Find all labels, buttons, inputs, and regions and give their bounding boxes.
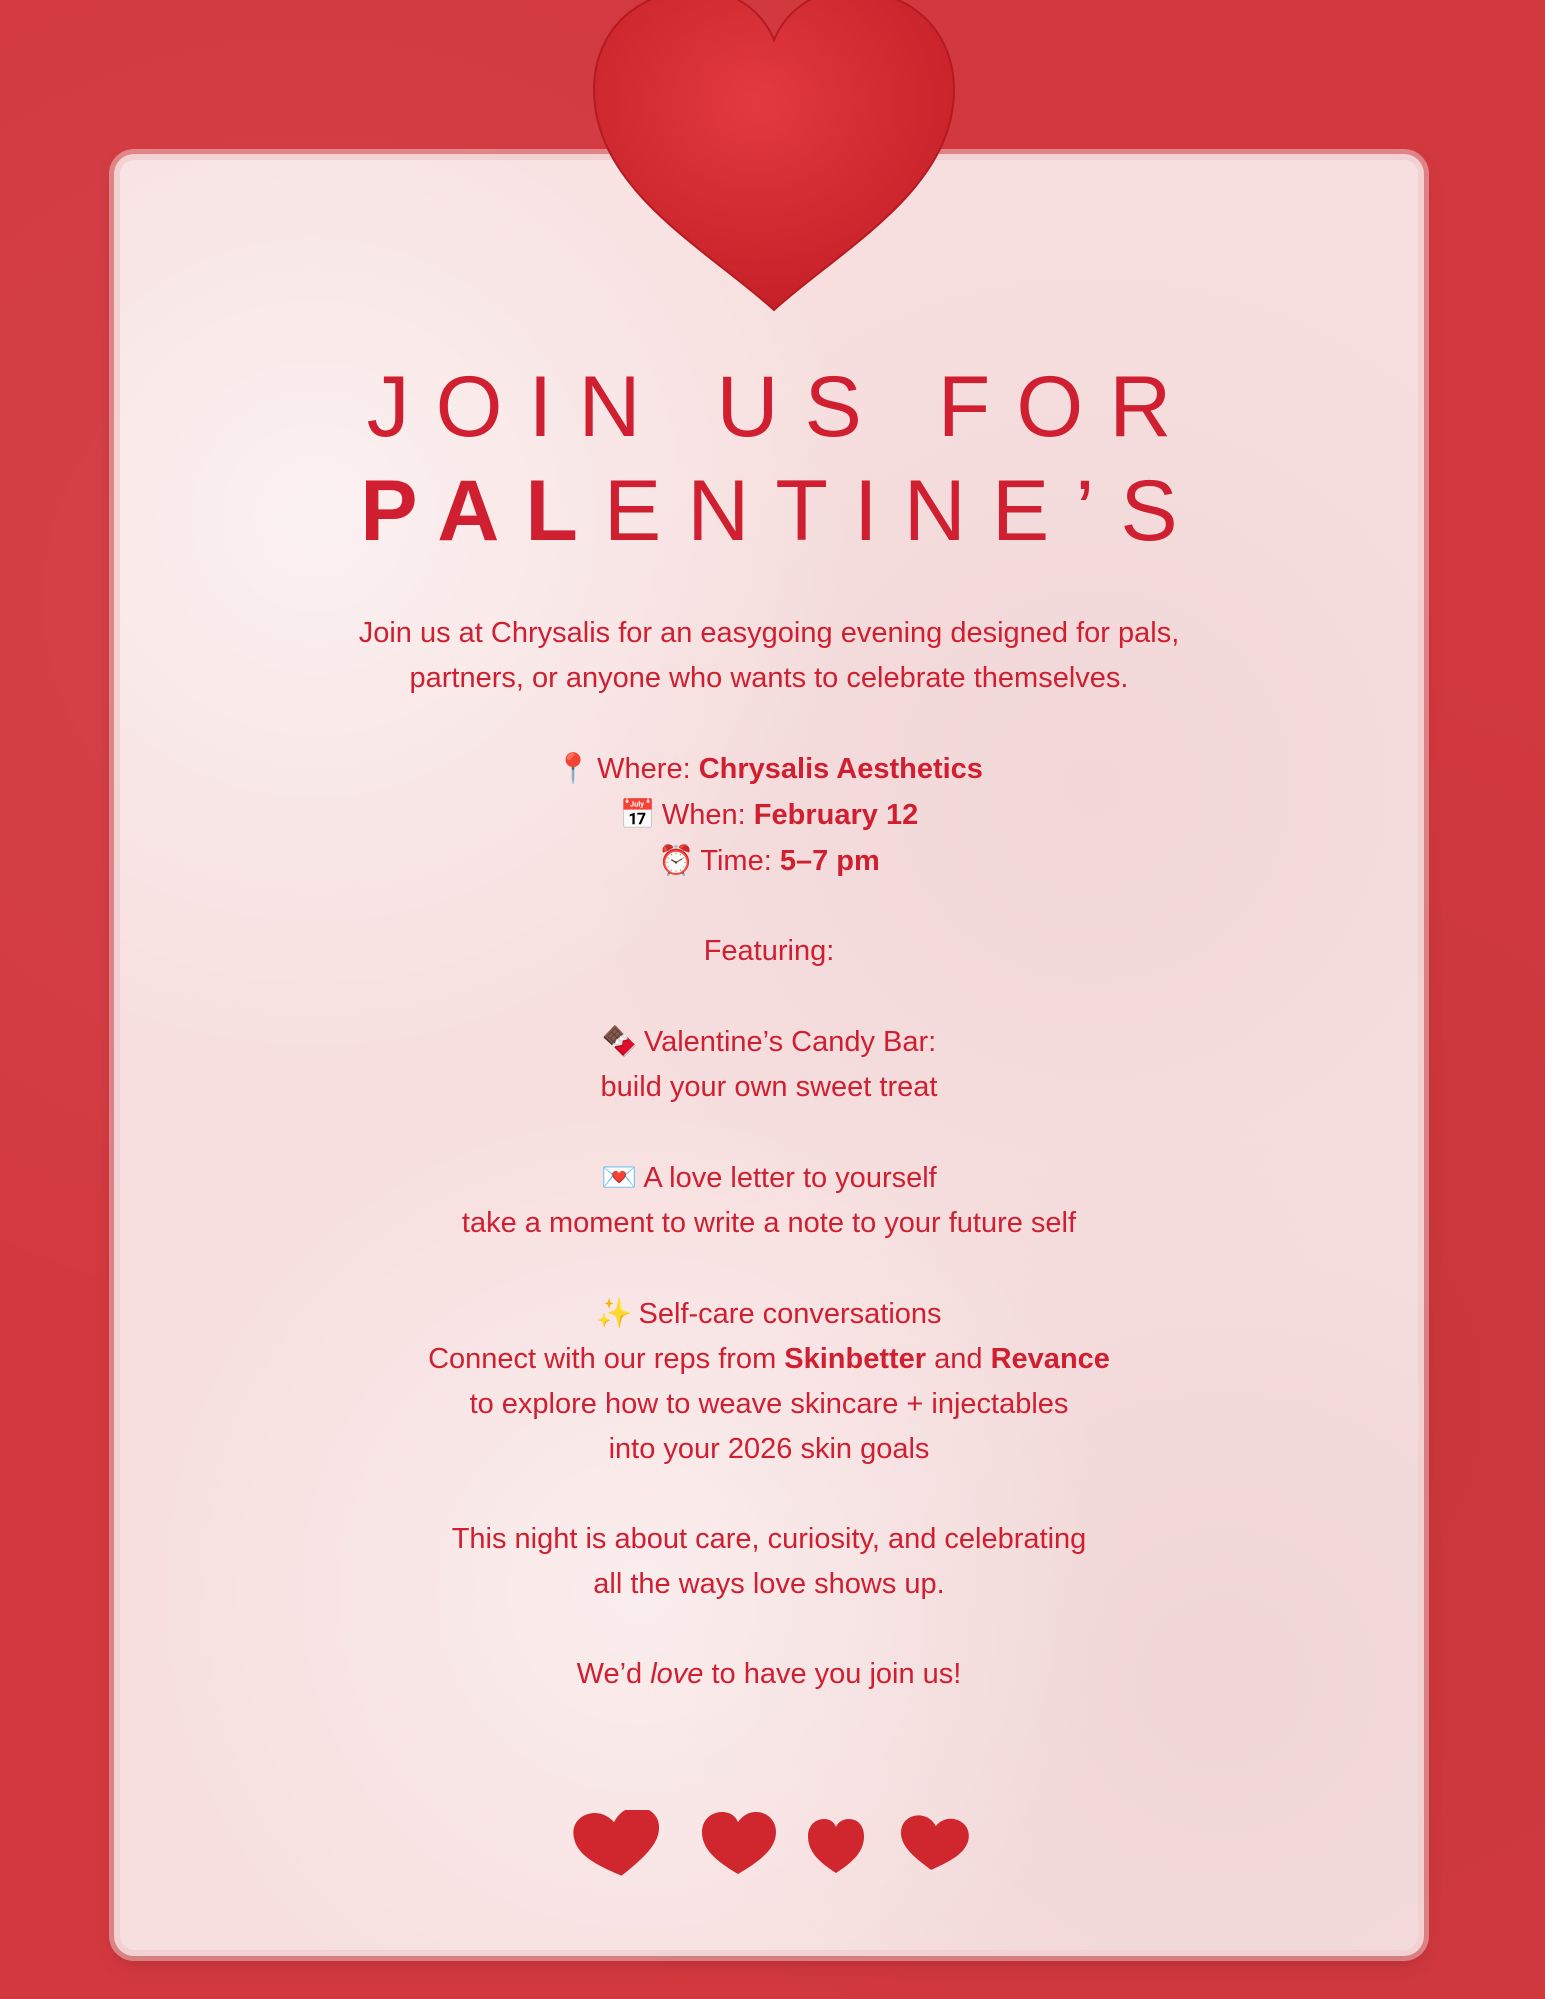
closing-line-1: This night is about care, curiosity, and celebrating [451, 1523, 1087, 1555]
selfcare-line-1 [120, 1337, 1418, 1382]
heart-icon [897, 1814, 970, 1874]
intro-line-2: partners, or anyone who wants to celebrate themselves. [409, 662, 1129, 694]
feature-love-letter [120, 1155, 1418, 1246]
selfcare-and-text: and [926, 1343, 991, 1375]
selfcare-title-line [120, 1291, 1418, 1337]
title-line-2 [120, 459, 1418, 563]
letter-desc: take a moment to write a note to your future self [461, 1207, 1077, 1239]
felt-heart-icon [588, 0, 960, 320]
when-line [120, 792, 1418, 838]
brand-revance: Revance [990, 1343, 1110, 1375]
sparkles-icon: ✨ [596, 1296, 633, 1330]
where-value: Chrysalis Aesthetics [698, 753, 983, 785]
final-text-b: to have you join us! [703, 1658, 962, 1690]
final-line [120, 1652, 1418, 1697]
selfcare-line-2: to explore how to weave skincare + injectables [469, 1388, 1069, 1420]
selfcare-title: Self-care conversations [638, 1298, 942, 1330]
selfcare-connect-text: Connect with our reps from [428, 1343, 785, 1375]
alarm-clock-icon: ⏰ [658, 843, 695, 877]
closing-paragraph [120, 1517, 1418, 1607]
invitation-content [120, 355, 1418, 1697]
intro-line-1: Join us at Chrysalis for an easygoing evening designed for pals, [358, 617, 1180, 649]
candy-title: Valentine’s Candy Bar: [643, 1026, 937, 1058]
letter-title: A love letter to yourself [643, 1162, 937, 1194]
selfcare-line-3: into your 2026 skin goals [608, 1433, 930, 1465]
event-details [120, 746, 1418, 884]
calendar-icon: 📅 [619, 797, 656, 831]
heart-icon [571, 1810, 665, 1880]
heart-icon [702, 1812, 776, 1874]
where-label: Where: [597, 753, 699, 785]
final-love-em: love [650, 1658, 704, 1690]
when-label: When: [661, 799, 754, 831]
feature-self-care [120, 1291, 1418, 1472]
title-line-1: JOIN US FOR [366, 359, 1198, 455]
featuring-label: Featuring: [703, 935, 835, 967]
heart-icon [808, 1819, 864, 1873]
title-rest: ENTINE’S [603, 463, 1204, 559]
time-value: 5–7 pm [779, 845, 880, 877]
where-line [120, 746, 1418, 792]
final-text-a: We’d [576, 1658, 651, 1690]
closing-line-2: all the ways love shows up. [593, 1568, 945, 1600]
candy-icon: 🍫 [601, 1024, 638, 1058]
letter-title-line [120, 1155, 1418, 1201]
intro-paragraph [120, 611, 1418, 701]
when-value: February 12 [753, 799, 919, 831]
pushpin-icon: 📍 [555, 751, 592, 785]
decorative-hearts [0, 1810, 1545, 1880]
title-bold-pal: PAL [360, 463, 604, 559]
time-label: Time: [700, 845, 780, 877]
candy-desc: build your own sweet treat [600, 1071, 938, 1103]
time-line [120, 838, 1418, 884]
feature-candy-bar [120, 1019, 1418, 1110]
candy-title-line [120, 1019, 1418, 1065]
love-letter-icon: 💌 [601, 1160, 638, 1194]
brand-skinbetter: Skinbetter [784, 1343, 927, 1375]
